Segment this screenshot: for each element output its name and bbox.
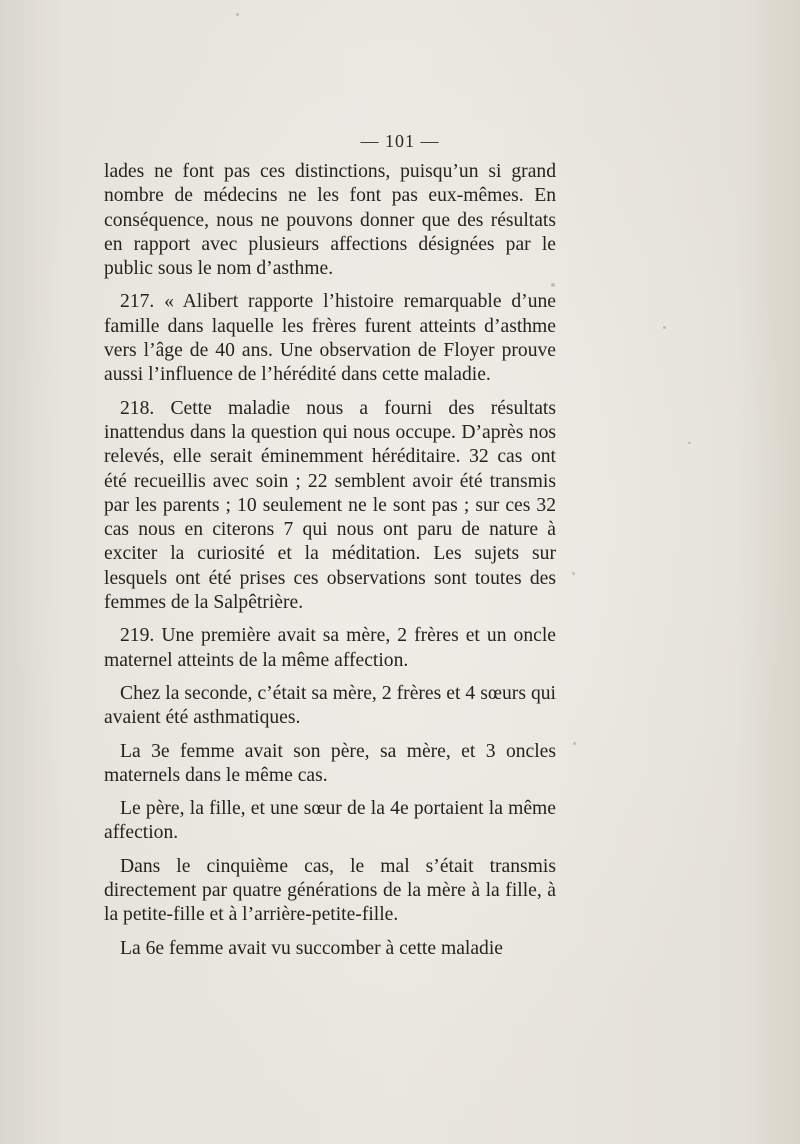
paper-speck bbox=[572, 572, 575, 575]
paper-speck bbox=[663, 326, 666, 329]
page-number: — 101 — bbox=[360, 131, 440, 151]
paragraph-continuation: lades ne font pas ces distinctions, puisqu’un si grand nombre de médecins ne les font pas eux-mêmes. En conséquence, nous ne pouvons donner que des résultats en rapport avec plusieurs affections désignées par le public sous le nom d’asthme. bbox=[104, 161, 556, 280]
paragraph-fifth-case: Dans le cinquième cas, le mal s’était transmis directement par quatre générations de la mère à la fille, à la petite-fille et à l’arrière-petite-fille. bbox=[104, 855, 556, 926]
paragraph-sixth-case: La 6e femme avait vu succomber à cette maladie bbox=[120, 937, 503, 959]
paragraph-219: 219. Une première avait sa mère, 2 frères et un oncle maternel atteints de la même affection. bbox=[104, 625, 556, 671]
paragraph-218: 218. Cette maladie nous a fourni des résultats inattendus dans la question qui nous occupe. D’après nos relevés, elle serait éminemment héréditaire. 32 cas ont été recueillis avec soin ; 22 semblent avoir été transmis par les parents ; 10 seulement ne le sont pas ; sur ces 32 cas nous en citerons 7 qui nous ont paru de nature à exciter la curiosité et la méditation. Les sujets sur lesquels ont été prises ces observations sont toutes des femmes de la Salpêtrière. bbox=[104, 397, 556, 614]
paper-speck bbox=[236, 13, 239, 16]
paper-speck bbox=[688, 442, 691, 444]
paper-speck bbox=[551, 283, 555, 287]
paragraph-217: 217. « Alibert rapporte l’histoire remarquable d’une famille dans laquelle les frères furent atteints d’asthme vers l’âge de 40 ans. Une observation de Floyer prouve aussi l’influence de l’hérédité dans cette maladie. bbox=[104, 291, 556, 386]
paragraph-second-case: Chez la seconde, c’était sa mère, 2 frères et 4 sœurs qui avaient été asthmatiques. bbox=[104, 682, 556, 729]
body-text bbox=[104, 160, 556, 961]
paragraph-fourth-case: Le père, la fille, et une sœur de la 4e portaient la même affection. bbox=[104, 798, 556, 844]
paragraph-third-case: La 3e femme avait son père, sa mère, et 3 oncles maternels dans le même cas. bbox=[104, 740, 556, 786]
paper-speck bbox=[573, 742, 576, 745]
